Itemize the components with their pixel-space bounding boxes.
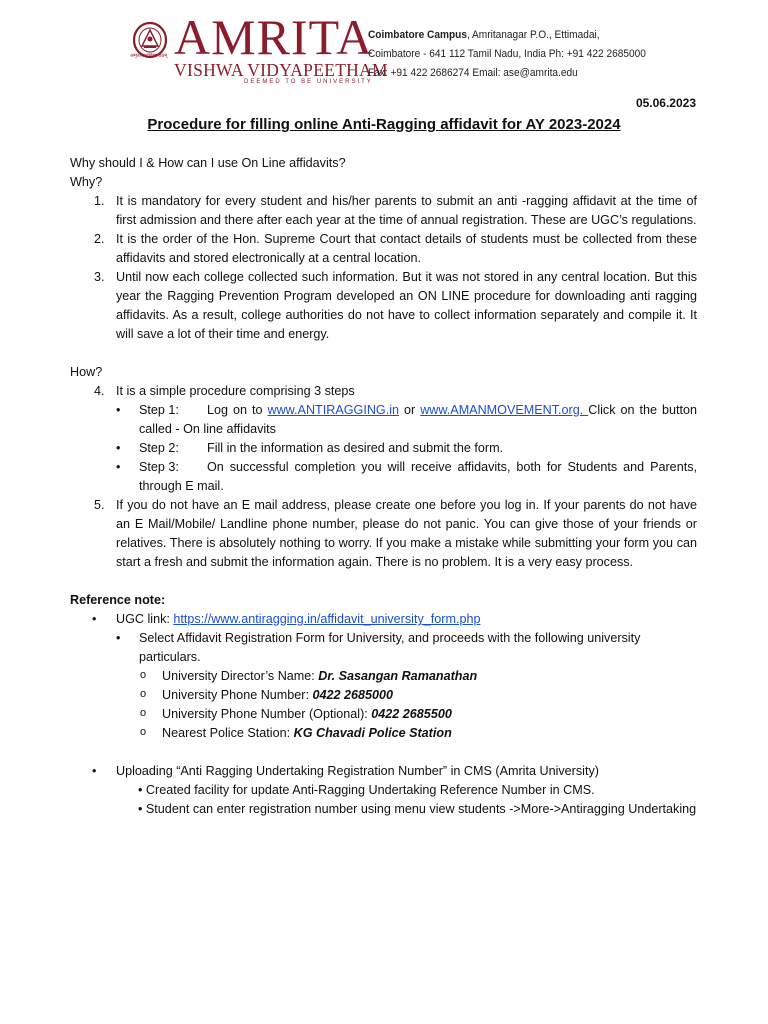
step-text-post: Click on the button called - On line affidavits: [139, 403, 697, 436]
university-seal-icon: [130, 20, 170, 76]
step-text: Fill in the information as desired and submit the form.: [207, 441, 504, 455]
particular-label: University Phone Number:: [162, 688, 313, 702]
campus-name: Coimbatore Campus: [368, 29, 467, 41]
particular-item: [70, 667, 697, 686]
upload-sub-item: • Student can enter registration number using menu view students ->More->Antiragging Undertaking: [138, 802, 697, 816]
step-text: Log on to: [207, 403, 268, 417]
upload-item: • Uploading “Anti Ragging Undertaking Registration Number” in CMS (Amrita University): [70, 762, 697, 781]
brand-subtitle: VISHWA VIDYAPEETHAM: [174, 60, 388, 80]
seal-caption: अमृतविश्वविद्यापीठम्: [130, 53, 168, 59]
ugc-link-item: [70, 610, 697, 629]
or-text: or: [399, 403, 421, 417]
list-number: 2.: [94, 232, 105, 246]
step-label: Step 1:: [139, 403, 179, 417]
antiragging-link[interactable]: www.ANTIRAGGING.in: [267, 403, 400, 417]
list-number: 5.: [94, 498, 105, 512]
list-item: [70, 496, 697, 572]
particular-label: University Phone Number (Optional):: [162, 707, 372, 721]
particular-value: Dr. Sasangan Ramanathan: [318, 669, 478, 683]
document-date: 05.06.2023: [635, 96, 696, 110]
address-line-1: [368, 26, 646, 45]
how-heading: How?: [70, 365, 103, 379]
particular-label: Nearest Police Station:: [162, 726, 294, 740]
address-block: [368, 26, 670, 83]
address-line-3: Fax: +91 422 2686274 Email: ase@amrita.edu: [368, 67, 578, 79]
brand-tagline: DEEMED TO BE UNIVERSITY: [244, 79, 373, 85]
why-heading: Why?: [70, 175, 103, 189]
ugc-label: UGC link:: [116, 612, 174, 626]
reference-heading: Reference note:: [70, 593, 166, 607]
document-title-text: Procedure for filling online Anti-Ragging affidavit for AY 2023-2024: [147, 116, 621, 133]
particular-value: 0422 2685000: [312, 688, 394, 702]
list-item: [70, 268, 697, 344]
step-3: [70, 458, 697, 496]
intro-question: Why should I & How can I use On Line affidavits?: [70, 156, 346, 170]
brand-name: AMRITA: [174, 9, 374, 65]
step-text: On successful completion you will receive affidavits, both for Students and Parents, through E mail.: [139, 460, 697, 493]
document-title: [0, 116, 768, 133]
list-text: It is mandatory for every student and his/her parents to submit an anti -ragging affidavit at the time of first admission and there after each year at the time of annual registration. These are UGC’s regulations.: [116, 194, 697, 227]
list-text: If you do not have an E mail address, please create one before you log in. If your parents do not have an E Mail/Mobile/ Landline phone number, please do not panic. You can give those of your friends or relatives. There is absolutely nothing to worry. If you make a mistake while submitting your form you can start a fresh and submit the information again. There is no problem. It is a very easy process.: [116, 498, 697, 569]
list-number: 4.: [94, 384, 105, 398]
amanmovement-link[interactable]: www.AMANMOVEMENT.org.: [420, 403, 589, 417]
list-text: It is the order of the Hon. Supreme Court that contact details of students must be collected from these affidavits and stored electronically at a central location.: [116, 232, 697, 265]
address-line-2: Coimbatore - 641 112 Tamil Nadu, India Ph: +91 422 2685000: [368, 48, 646, 60]
address-line-1-rest: , Amritanagar P.O., Ettimadai,: [466, 29, 600, 41]
step-1: [70, 401, 697, 439]
list-number: 1.: [94, 194, 105, 208]
particular-item: [70, 705, 697, 724]
list-number: 3.: [94, 270, 105, 284]
list-text: Until now each college collected such information. But it was not stored in any central location. But this year the Ragging Prevention Program developed an ON LINE procedure for downloading anti ragging affidavits. As a result, college authorities do not have to collect information separately and compile it. It will save a lot of their time and energy.: [116, 270, 697, 341]
select-form-item: • Select Affidavit Registration Form for University, and proceeds with the following university particulars.: [93, 629, 697, 667]
ugc-affidavit-link[interactable]: https://www.antiragging.in/affidavit_university_form.php: [173, 612, 481, 626]
list-item: [70, 382, 697, 401]
list-item: [70, 192, 697, 230]
particular-item: [70, 724, 697, 743]
particular-value: KG Chavadi Police Station: [293, 726, 452, 740]
step-label: Step 2:: [139, 441, 179, 455]
letterhead: [130, 9, 646, 86]
particular-label: University Director’s Name:: [162, 669, 319, 683]
step-2: [70, 439, 697, 458]
list-text: It is a simple procedure comprising 3 steps: [116, 384, 355, 398]
document-body: [70, 154, 697, 819]
step-label: Step 3:: [139, 460, 179, 474]
particular-value: 0422 2685500: [371, 707, 452, 721]
list-item: [70, 230, 697, 268]
particular-item: [70, 686, 697, 705]
brand-block: [174, 9, 388, 85]
upload-sub-item: • Created facility for update Anti-Ragging Undertaking Reference Number in CMS.: [138, 783, 595, 797]
